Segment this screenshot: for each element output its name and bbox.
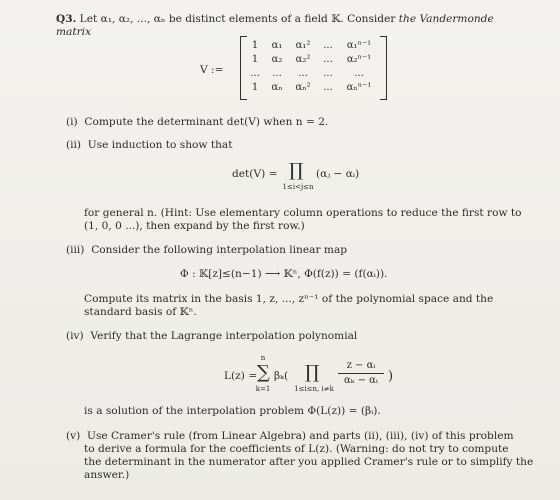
part-iii-after-1: Compute its matrix in the basis 1, z, ..., zⁿ⁻¹ of the polynomial space and the [84, 293, 494, 305]
fraction-denominator: αₖ − αᵢ [344, 375, 378, 386]
matrix-cell: ... [250, 68, 260, 79]
part-ii-after-2: (1, 0, 0 ...), then expand by the first row.) [84, 220, 305, 232]
part-iv-after: is a solution of the interpolation problem Φ(L(z)) = (βᵢ). [84, 405, 381, 417]
matrix-cell: 1 [251, 40, 259, 51]
sum-symbol: ∑ [257, 362, 270, 383]
matrix-cell: α₁² [295, 40, 311, 51]
matrix-word: matrix [56, 26, 92, 38]
lagrange-product-subscript: 1≤i≤n, i≠k [294, 385, 334, 393]
matrix-cell: αₙⁿ⁻¹ [346, 82, 372, 93]
part-i [66, 116, 328, 129]
part-i-label: (i) [66, 116, 78, 128]
vandermonde-term: the Vandermonde [398, 13, 494, 25]
matrix-cell: ... [323, 68, 333, 79]
matrix-cell: ... [323, 54, 333, 65]
matrix-cell: αₙ² [295, 82, 311, 93]
part-v [66, 430, 514, 443]
matrix-right-bracket [380, 36, 387, 100]
matrix-cell: α₂ⁿ⁻¹ [346, 54, 372, 65]
matrix-cell: 1 [251, 54, 259, 65]
part-i-text: Compute the determinant det(V) when n = 2. [84, 116, 329, 128]
matrix-cell: ... [272, 68, 282, 79]
fraction-numerator: z − αᵢ [346, 360, 376, 371]
part-iv-label: (iv) [66, 330, 84, 342]
part-v-label: (v) [66, 430, 81, 442]
part-ii [66, 139, 233, 152]
question-intro: Let α₁, α₂, ..., αₙ be distinct elements of a field 𝕂. Consider [79, 13, 396, 25]
part-iv [66, 330, 357, 343]
part-iii-label: (iii) [66, 244, 85, 256]
matrix-cell: αₙ [271, 82, 283, 93]
matrix-cell: ... [323, 82, 333, 93]
part-iii-after-2: standard basis of 𝕂ⁿ. [84, 306, 197, 318]
close-paren: ) [388, 369, 394, 384]
matrix-cell: α₁ [271, 40, 283, 51]
matrix-cell: ... [323, 40, 333, 51]
interpolation-map: Φ : 𝕂[z]≤(n−1) ⟶ 𝕂ⁿ, Φ(f(z)) = (f(αᵢ)). [180, 268, 388, 280]
part-iii-text: Consider the following interpolation linear map [91, 244, 348, 256]
part-iv-text: Verify that the Lagrange interpolation polynomial [90, 330, 358, 342]
matrix-cell: α₁ⁿ⁻¹ [346, 40, 372, 51]
lagrange-product-symbol: ∏ [305, 362, 320, 383]
question-header [56, 13, 494, 26]
part-ii-label: (ii) [66, 139, 82, 151]
part-v-line-1: Use Cramer's rule (from Linear Algebra) and parts (ii), (iii), (iv) of this problem [87, 430, 514, 442]
beta-k: βₖ( [274, 370, 289, 382]
det-rhs: (αⱼ − αᵢ) [316, 168, 360, 180]
part-iii [66, 244, 347, 257]
fraction-bar [338, 373, 384, 374]
matrix-left-bracket [240, 36, 247, 100]
matrix-cell: ... [298, 68, 308, 79]
part-ii-after-1: for general n. (Hint: Use elementary column operations to reduce the first row to [84, 207, 522, 219]
sum-top: n [260, 354, 266, 362]
part-v-line-2: to derive a formula for the coefficients of L(z). (Warning: do not try to compute [84, 443, 509, 455]
product-symbol: ∏ [289, 160, 304, 181]
matrix-lhs: V := [200, 64, 224, 76]
part-v-line-4: answer.) [84, 469, 130, 481]
part-v-line-3: the determinant in the numerator after you applied Cramer's rule or to simplify the [84, 456, 534, 468]
question-label: Q3. [56, 13, 77, 25]
part-ii-text: Use induction to show that [87, 139, 233, 151]
sum-bottom: k=1 [255, 385, 271, 393]
matrix-cell: α₂ [271, 54, 283, 65]
det-lhs: det(V) = [232, 168, 278, 180]
matrix-cell: 1 [251, 82, 259, 93]
matrix-cell: α₂² [295, 54, 311, 65]
lagrange-lhs: L(z) = [224, 370, 258, 382]
matrix-cell: ... [354, 68, 364, 79]
product-subscript: 1≤i<j≤n [282, 183, 314, 191]
